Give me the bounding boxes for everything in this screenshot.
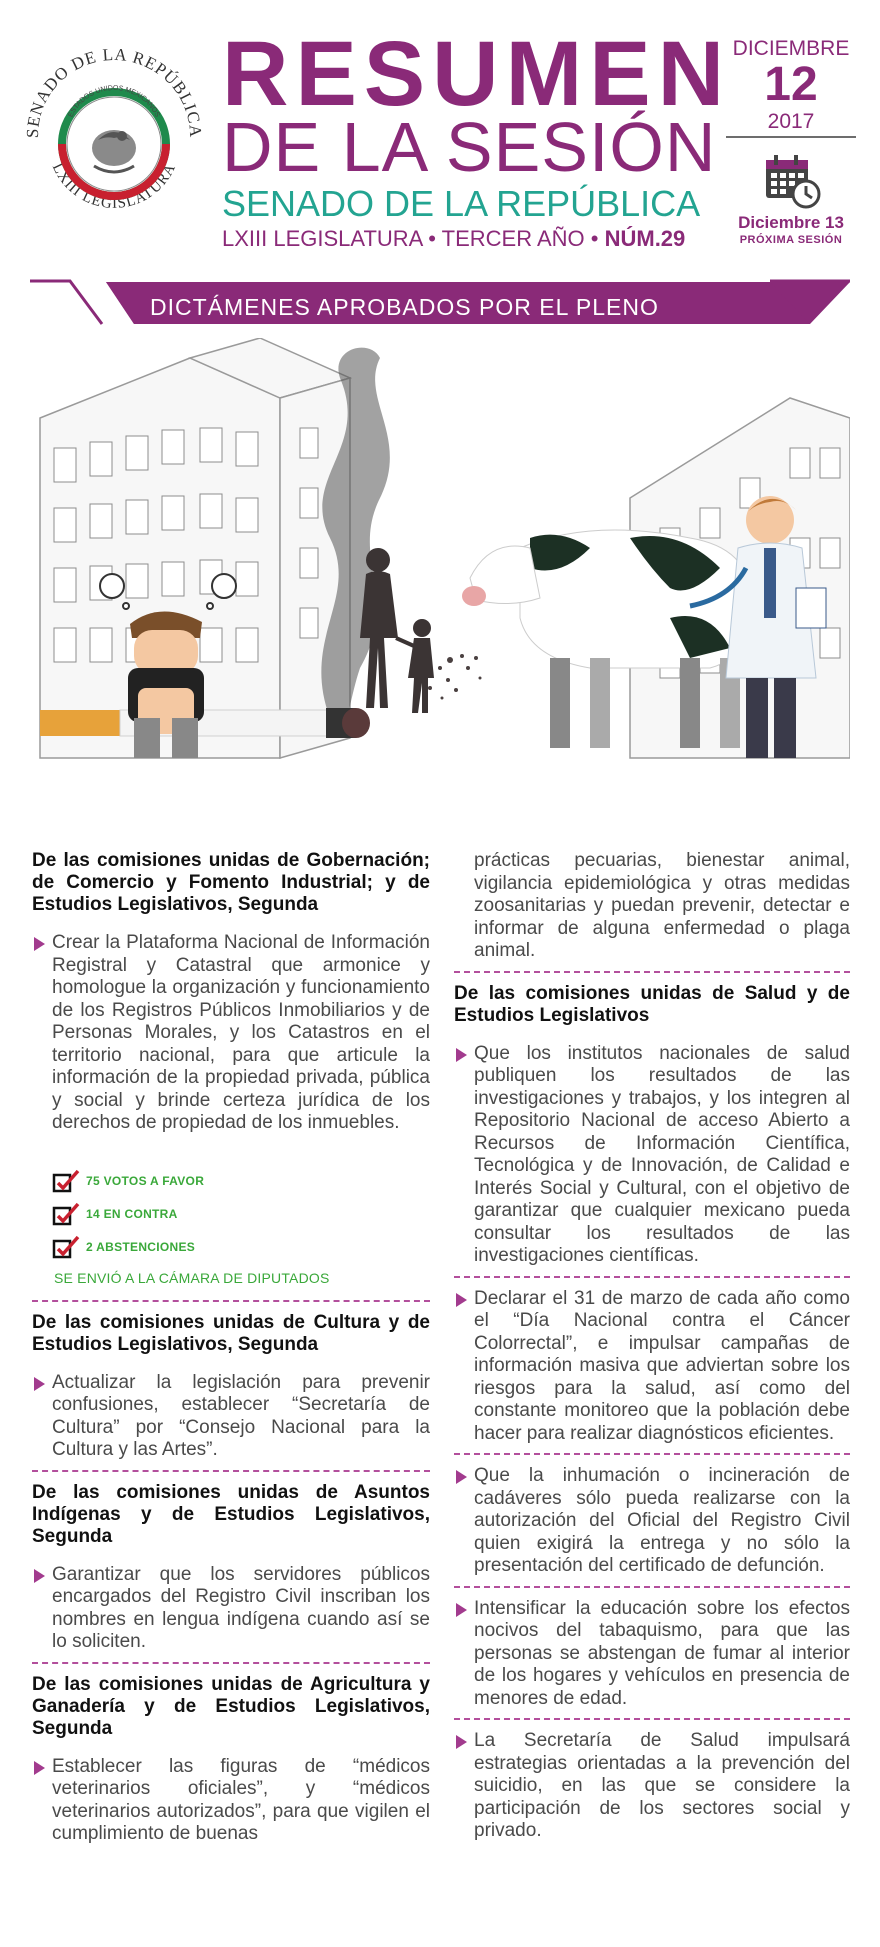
health-illustration — [30, 338, 850, 806]
checkbox-check-icon — [52, 1169, 80, 1193]
dashed-separator — [32, 1300, 430, 1302]
senate-seal — [18, 40, 210, 232]
list-item: Crear la Plataforma Nacional de Información Registral y Catastral que armonice y homologue la organización y funcionamiento de los Registros Públicos Inmobiliarios y de Personas Morales, y los Catastros en el territorio nacional, para que articule la información de la propiedad privada, pública y social y brinde certeza jurídica de los derechos de propiedad de los inmuebles. — [32, 932, 430, 1135]
date-month: DICIEMBRE — [732, 37, 850, 60]
chamber-name: SENADO DE LA REPÚBLICA — [222, 183, 701, 224]
dashed-separator — [454, 1718, 850, 1720]
list-item: Actualizar la legislación para prevenir confusiones, establecer “Secretaría de Cultura” por “Consejo Nacional para la Cultura y las Artes”. — [32, 1372, 430, 1462]
votes-favor: 75 VOTOS A FAVOR — [86, 1174, 205, 1188]
dashed-separator — [454, 971, 850, 973]
list-item: Declarar el 31 de marzo de cada año como el “Día Nacional contra el Cáncer Colorrectal”, e impulsar campañas de información masiva que adviertan sobre los riesgos para la salud, así como del constante monitoreo que la población debe hacer para realizar diagnósticos eficientes. — [454, 1288, 850, 1446]
next-session-date: Diciembre 13 — [738, 213, 844, 232]
list-item-continuation: prácticas pecuarias, bienestar animal, vigilancia epidemiológica y otras medidas zoosanitarias y puedan prevenir, detectar e informar de alguna enfermedad o plaga animal. — [474, 850, 850, 961]
seal-inner-text: ESTADOS UNIDOS MEXICANOS — [67, 84, 161, 119]
dashed-separator — [32, 1470, 430, 1472]
votes-contra: 14 EN CONTRA — [86, 1207, 178, 1221]
list-item: Intensificar la educación sobre los efectos nocivos del tabaquismo, para que las personas se abstengan de fumar al interior de los hogares y vehículos en presencia de menores de edad. — [454, 1598, 850, 1711]
vote-row — [52, 1231, 430, 1264]
vote-row — [52, 1165, 430, 1198]
list-item: La Secretaría de Salud impulsará estrategias orientadas a la prevención del suicidio, en las que se considere la participación de los sectores social y privado. — [454, 1730, 850, 1843]
banner-title: DICTÁMENES APROBADOS POR EL PLENO — [150, 294, 659, 320]
sent-to-chamber: SE ENVIÓ A LA CÁMARA DE DIPUTADOS — [54, 1269, 330, 1286]
list-item: Establecer las figuras de “médicos veterinarios oficiales”, y “médicos veterinarios autorizados”, para que vigilen el cumplimiento de buenas — [32, 1756, 430, 1846]
right-column — [454, 850, 850, 1843]
cigarette-icon — [40, 708, 370, 738]
date-day: 12 — [764, 58, 818, 111]
seal-top-text: SENADO DE LA REPÚBLICA — [22, 44, 206, 139]
mother-child-silhouette — [360, 548, 434, 713]
next-session-label: PRÓXIMA SESIÓN — [739, 234, 843, 246]
checkbox-check-icon — [52, 1235, 80, 1259]
section-title: De las comisiones unidas de Asuntos Indígenas y de Estudios Legislativos, Segunda — [32, 1481, 430, 1547]
dashed-separator — [454, 1453, 850, 1455]
title-de-la-sesion: DE LA SESIÓN — [222, 108, 717, 186]
title-resumen: RESUMEN — [222, 23, 732, 125]
section-title: De las comisiones unidas de Cultura y de Estudios Legislativos, Segunda — [32, 1311, 430, 1355]
list-item: Que la inhumación o incineración de cadáveres sólo pueda realizarse con la autorización del Oficial del Registro Civil quien exigirá la entrega y no sólo la presentación del certificado de defunción. — [454, 1465, 850, 1578]
dashed-separator — [32, 1662, 430, 1664]
calendar-clock-icon — [762, 152, 822, 210]
issue-number: NÚM.29 — [604, 226, 686, 251]
legislature-text: LXIII LEGISLATURA • TERCER AÑO • — [222, 226, 605, 251]
section-title: De las comisiones unidas de Agricultura y Ganadería y de Estudios Legislativos, Segunda — [32, 1673, 430, 1739]
vote-results — [52, 1165, 430, 1286]
dashed-separator — [454, 1586, 850, 1588]
date-divider — [726, 136, 856, 138]
date-year: 2017 — [767, 110, 815, 133]
seal-bottom-text: LXIII LEGISLATURA — [48, 160, 180, 213]
legislature-line — [222, 228, 685, 250]
vote-row — [52, 1198, 430, 1231]
votes-abstenciones: 2 ABSTENCIONES — [86, 1240, 196, 1254]
section-title: De las comisiones unidas de Salud y de Estudios Legislativos — [454, 982, 850, 1026]
smoke-particles — [428, 654, 482, 700]
list-item: Garantizar que los servidores públicos encargados del Registro Civil inscriban los nombres en lengua indígena cuando así se lo soliciten. — [32, 1564, 430, 1654]
list-item: Que los institutos nacionales de salud publiquen los resultados de las investigaciones y trabajos, y los integren al Repositorio Nacional de acceso Abierto a Recursos de Información Científica, Tecnológica y de Innovación, de Calidad e Interés Social y Cultural, con el objetivo de garantizar que cualquier mexicano pueda consultar los resultados de las investigaciones científicas. — [454, 1043, 850, 1268]
session-date — [726, 38, 856, 132]
left-column — [32, 850, 430, 1846]
section-title: De las comisiones unidas de Gobernación; de Comercio y Fomento Industrial; y de Estudios Legislativos, Segunda — [32, 850, 430, 915]
checkbox-check-icon — [52, 1202, 80, 1226]
dashed-separator — [454, 1276, 850, 1278]
